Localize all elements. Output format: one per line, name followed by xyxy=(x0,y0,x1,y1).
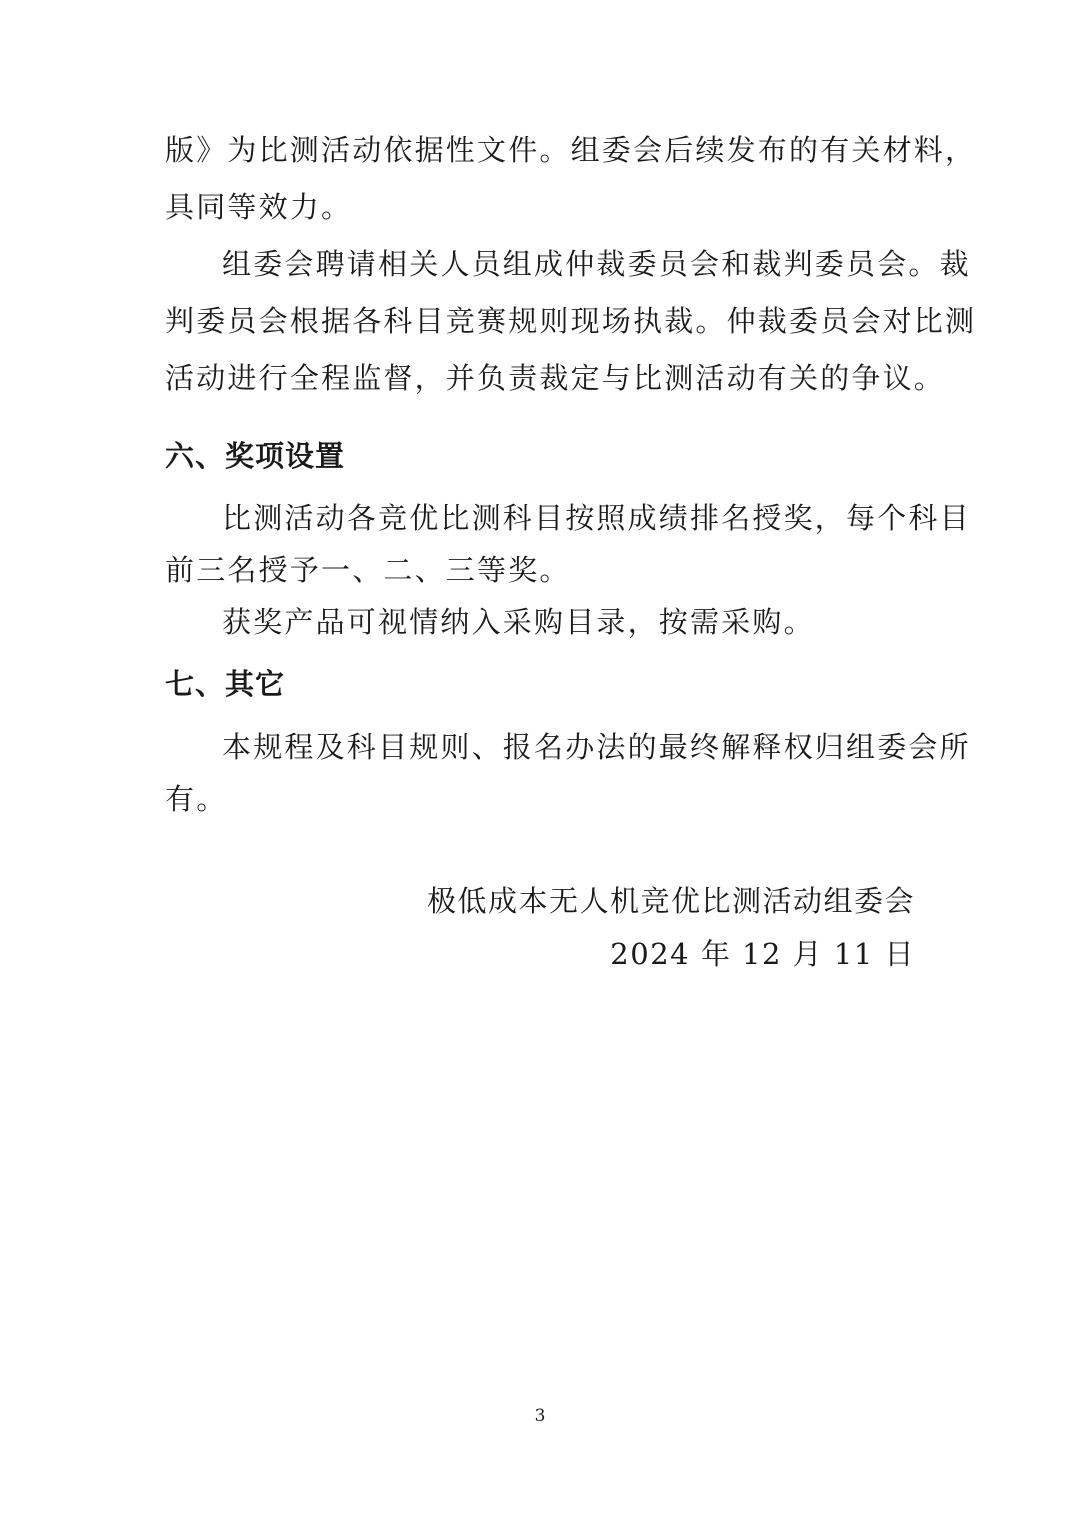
paragraph-line: 比测活动各竞优比测科目按照成绩排名授奖，每个科目 xyxy=(222,501,971,535)
page-number: 3 xyxy=(534,1406,546,1426)
paragraph-line: 本规程及科目规则、报名办法的最终解释权归组委会所 xyxy=(222,730,971,764)
section-heading: 六、奖项设置 xyxy=(165,439,346,473)
paragraph-line: 版》为比测活动依据性文件。组委会后续发布的有关材料， xyxy=(165,133,977,167)
signature-organization: 极低成本无人机竞优比测活动组委会 xyxy=(426,884,915,918)
section-heading: 七、其它 xyxy=(165,667,286,701)
paragraph-line: 判委员会根据各科目竞赛规则现场执裁。仲裁委员会对比测 xyxy=(165,304,977,338)
paragraph-line: 前三名授予一、二、三等奖。 xyxy=(165,553,571,587)
paragraph-line: 有。 xyxy=(165,782,228,816)
paragraph-line: 获奖产品可视情纳入采购目录，按需采购。 xyxy=(222,605,815,639)
paragraph-line: 组委会聘请相关人员组成仲裁委员会和裁判委员会。裁 xyxy=(222,247,971,281)
paragraph-line: 具同等效力。 xyxy=(165,190,353,224)
signature-date: 2024 年 12 月 11 日 xyxy=(610,937,915,971)
paragraph-line: 活动进行全程监督，并负责裁定与比测活动有关的争议。 xyxy=(165,361,946,395)
